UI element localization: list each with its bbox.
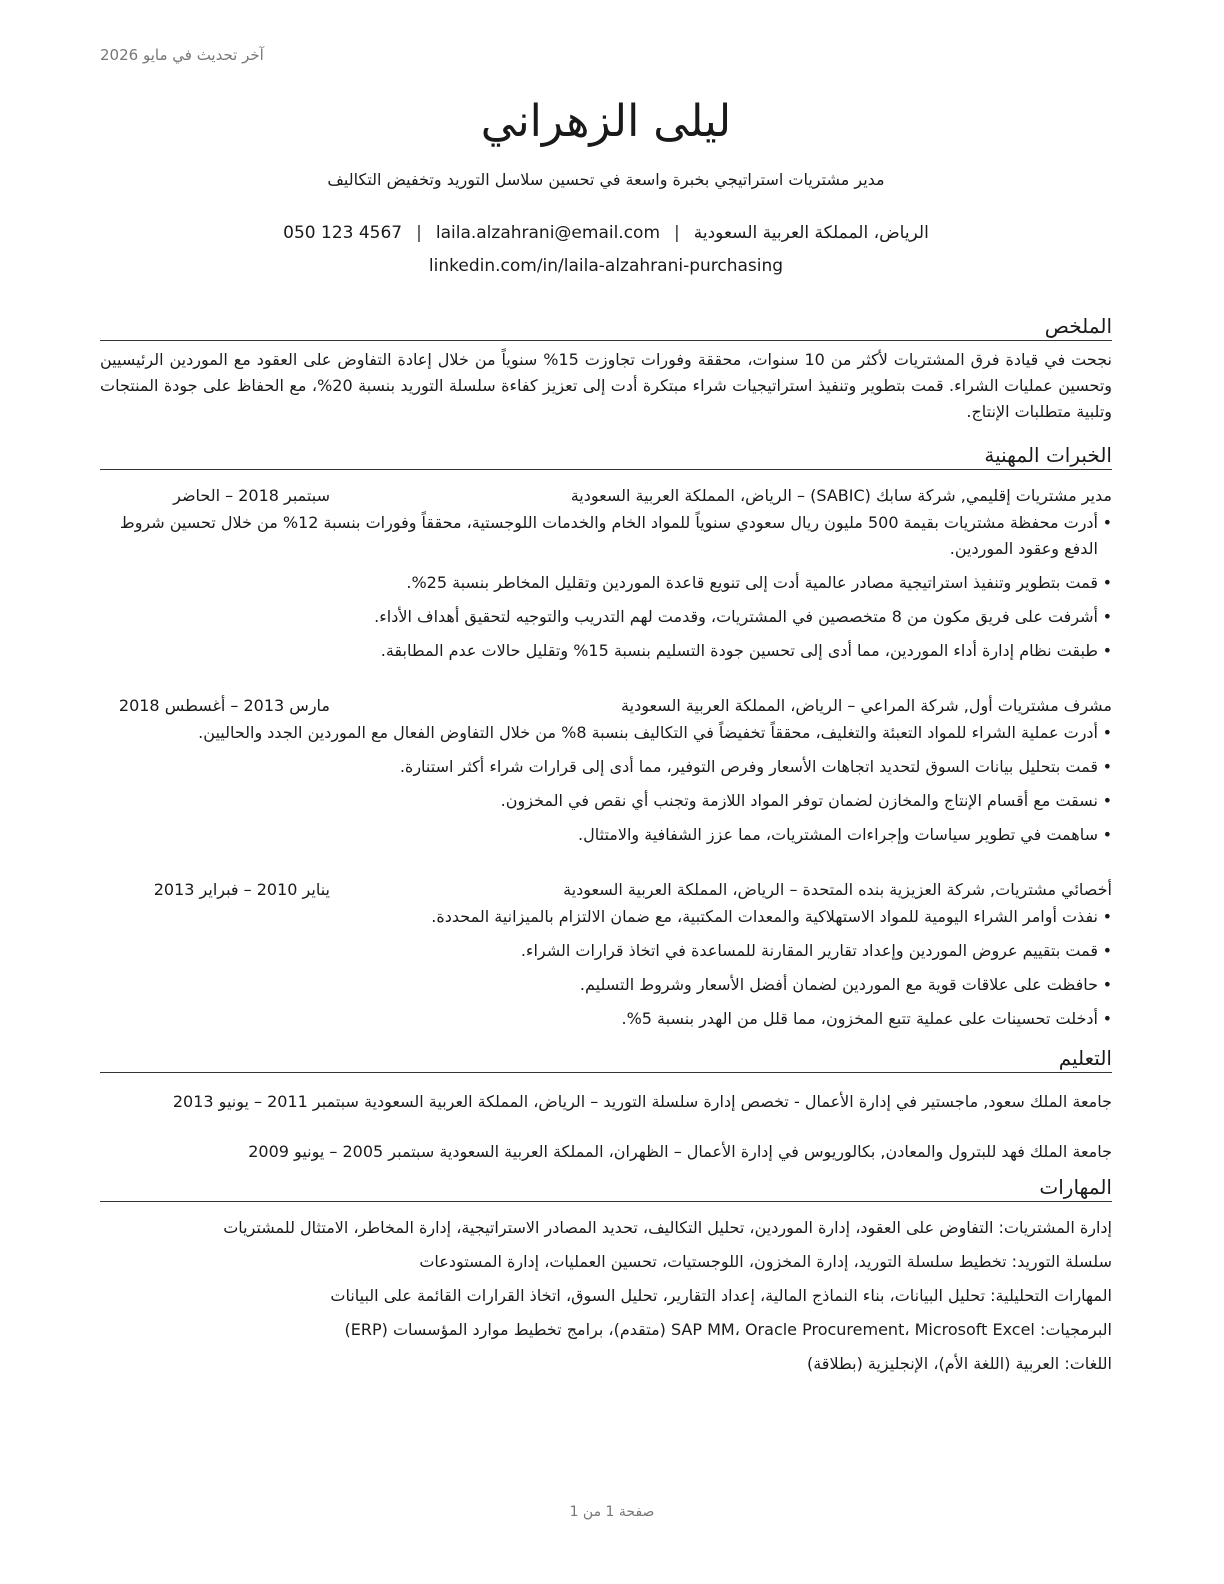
location: الرياض، المملكة العربية السعودية	[693, 223, 929, 243]
job-entry	[100, 484, 1112, 664]
dash: –	[847, 696, 856, 715]
bullet-item: • نسقت مع أقسام الإنتاج والمخازن لضمان توفر المواد اللازمة وتجنب أي نقص في المخزون.	[100, 788, 1112, 814]
section-title-skills: المهارات	[100, 1175, 1112, 1202]
section-title-education: التعليم	[100, 1046, 1112, 1073]
job-role-company: مشرف مشتريات أول, شركة المراعي	[860, 696, 1112, 715]
bullet-item: • قمت بتحليل بيانات السوق لتحديد اتجاهات الأسعار وفرص التوفير، مما أدى إلى قرارات شراء أكثر استنارة.	[100, 754, 1112, 780]
job-entry	[100, 694, 1112, 848]
contact-line	[100, 217, 1112, 250]
candidate-name: ليلى الزهراني	[480, 96, 732, 147]
bullet-item: • أشرفت على فريق مكون من 8 متخصصين في المشتريات، وقدمت لهم التدريب والتوجيه لتحقيق أهداف الأداء.	[100, 604, 1112, 630]
job-location: الرياض، المملكة العربية السعودية	[563, 880, 785, 899]
bullet-item: • أدخلت تحسينات على عملية تتبع المخزون، مما قلل من الهدر بنسبة 5%.	[100, 1006, 1112, 1032]
job-header	[100, 694, 1112, 718]
bullet-item: • نفذت أوامر الشراء اليومية للمواد الاستهلاكية والمعدات المكتبية، مع ضمان الالتزام بالميزانية المحددة.	[100, 904, 1112, 930]
job-bullets	[100, 510, 1112, 664]
last-updated-note: آخر تحديث في مايو 2026	[100, 46, 264, 64]
contact-block	[100, 217, 1112, 283]
skill-line: سلسلة التوريد: تخطيط سلسلة التوريد، إدارة المخزون، اللوجستيات، تحسين العمليات، إدارة المستودعات	[419, 1252, 1112, 1271]
dash: –	[789, 880, 798, 899]
dash: –	[797, 486, 806, 505]
job-header	[100, 484, 1112, 508]
job-bullets	[100, 904, 1112, 1032]
job-dates: يناير 2010 – فبراير 2013	[153, 880, 330, 899]
skills-section	[100, 1175, 1112, 1376]
experience-section	[100, 443, 1112, 1032]
job-dates: مارس 2013 – أغسطس 2018	[118, 696, 330, 715]
job-bullets	[100, 720, 1112, 848]
education-section	[100, 1046, 1112, 1165]
section-title-summary: الملخص	[100, 314, 1112, 341]
job-header	[100, 878, 1112, 902]
summary-section	[100, 314, 1112, 425]
skill-line: المهارات التحليلية: تحليل البيانات، بناء النماذج المالية، إعداد التقارير، تحليل السوق، اتخاذ القرارات القائمة على البيانات	[330, 1286, 1112, 1305]
job-entry	[100, 878, 1112, 1032]
email-link[interactable]: laila.alzahrani@email.com	[435, 223, 661, 243]
bullet-item: • قمت بتقييم عروض الموردين وإعداد تقارير المقارنة للمساعدة في اتخاذ قرارات الشراء.	[100, 938, 1112, 964]
bullet-item: • حافظت على علاقات قوية مع الموردين لضمان أفضل الأسعار وشروط التسليم.	[100, 972, 1112, 998]
bullet-item: • قمت بتطوير وتنفيذ استراتيجية مصادر عالمية أدت إلى تنويع قاعدة الموردين وتقليل المخاطر بنسبة 25%.	[100, 570, 1112, 596]
bullet-item: • أدرت محفظة مشتريات بقيمة 500 مليون ريال سعودي سنوياً للمواد الخام والخدمات اللوجستية، محققاً وفورات بنسبة 12% من خلال تحسين شروط الدفع وعقود الموردين.	[100, 510, 1112, 562]
linkedin-link[interactable]: linkedin.com/in/laila-alzahrani-purchasing	[428, 256, 784, 276]
separator: |	[674, 223, 680, 243]
section-title-experience: الخبرات المهنية	[100, 443, 1112, 470]
skill-line: إدارة المشتريات: التفاوض على العقود، إدارة الموردين، تحليل التكاليف، تحديد المصادر الاستراتيجية، إدارة المخاطر، الامتثال للمشتريات	[223, 1218, 1112, 1237]
tagline: مدير مشتريات استراتيجي بخبرة واسعة في تحسين سلاسل التوريد وتخفيض التكاليف	[327, 170, 885, 189]
bullet-item: • أدرت عملية الشراء للمواد التعبئة والتغليف، محققاً تخفيضاً في التكاليف بنسبة 8% من خلال التفاوض الفعال مع الموردين الجدد والحاليين.	[100, 720, 1112, 746]
job-location: الرياض، المملكة العربية السعودية	[621, 696, 843, 715]
bullet-item: • ساهمت في تطوير سياسات وإجراءات المشتريات، مما عزز الشفافية والامتثال.	[100, 822, 1112, 848]
skill-line: البرمجيات: SAP MM، Oracle Procurement، Microsoft Excel (متقدم)، برامج تخطيط موارد المؤسسات (ERP)	[344, 1320, 1112, 1339]
education-item: جامعة الملك سعود, ماجستير في إدارة الأعمال - تخصص إدارة سلسلة التوريد – الرياض، المملكة العربية السعودية سبتمبر 2011 – يونيو 2013	[172, 1092, 1112, 1111]
skill-line: اللغات: العربية (اللغة الأم)، الإنجليزية (بطلاقة)	[806, 1354, 1112, 1373]
resume-page	[100, 0, 1112, 1376]
summary-text: نجحت في قيادة فرق المشتريات لأكثر من 10 سنوات، محققة وفورات تجاوزت 15% سنوياً من خلال إعادة التفاوض على العقود مع الموردين الرئيسيين وتحسين عمليات الشراء. قمت بتطوير وتنفيذ استراتيجيات شراء مبتكرة أدت إلى تعزيز كفاءة سلسلة التوريد بنسبة 20%، مع الحفاظ على جودة المنتجات وتلبية متطلبات الإنتاج.	[100, 350, 1113, 421]
job-dates: سبتمبر 2018 – الحاضر	[173, 486, 330, 505]
separator: |	[416, 223, 422, 243]
job-location: الرياض، المملكة العربية السعودية	[570, 486, 792, 505]
education-item: جامعة الملك فهد للبترول والمعادن, بكالوريوس في إدارة الأعمال – الظهران، المملكة العربية السعودية سبتمبر 2005 – يونيو 2009	[248, 1142, 1112, 1161]
job-role-company: أخصائي مشتريات, شركة العزيزية بنده المتحدة	[802, 880, 1112, 899]
bullet-item: • طبقت نظام إدارة أداء الموردين، مما أدى إلى تحسين جودة التسليم بنسبة 15% وتقليل حالات عدم المطابقة.	[100, 638, 1112, 664]
phone-number: 050 123 4567	[283, 223, 403, 243]
page-number: صفحة 1 من 1	[569, 1504, 655, 1520]
job-role-company: مدير مشتريات إقليمي, شركة سابك (SABIC)	[810, 486, 1112, 505]
